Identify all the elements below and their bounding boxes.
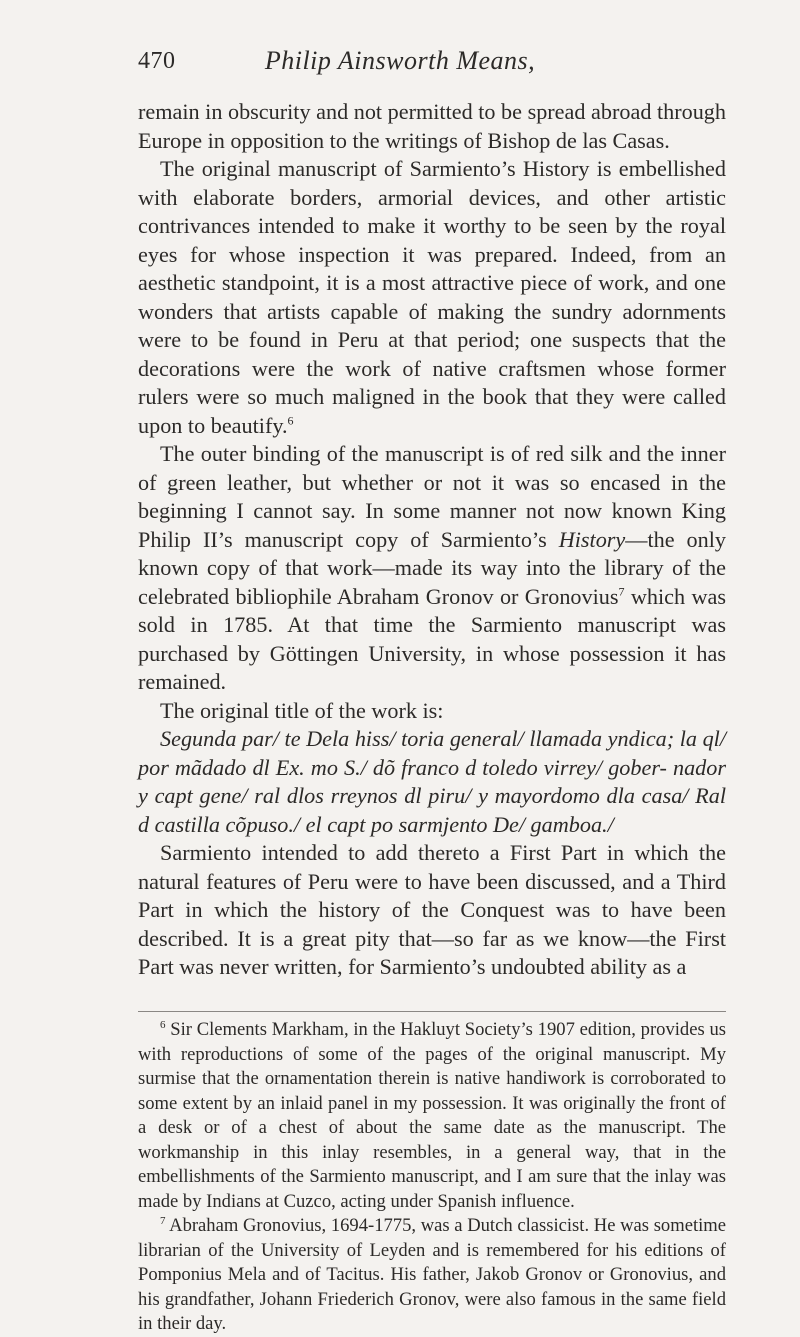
paragraph-2 — [138, 155, 726, 440]
footnote-6 — [138, 1018, 726, 1214]
footnote-6-text: Sir Clements Markham, in the Hakluyt Society’s 1907 edition, provides us with reproductions of some of the pages of the original manuscript. My surmise that the ornamentation therein is native handiwork is corroborated to some extent by an inlaid panel in my possession. It was originally the front of a desk or of a chest of about the same date as the manuscript. The workmanship in this inlay resembles, in a general way, that in the embellishments of the Sarmiento manuscript, and I am sure that the inlay was made by Indians at Cuzco, acting under Spanish influence. — [138, 1019, 726, 1212]
main-text — [138, 98, 726, 982]
manuscript-title: Segunda par/ te Dela hiss/ toria general/ llamada yndica; la ql/ por mãdado dl Ex. mo S./ dõ franco d toledo virrey/ gober- nador y capt gene/ ral dlos rreynos dl piru/ y mayordomo dla casa/ Ral d castilla cõpuso./ el capt po sarmjento De/ gamboa./ — [138, 726, 726, 837]
history-title-italic: History — [558, 526, 626, 552]
footnote-7-text: Abraham Gronovius, 1694-1775, was a Dutch classicist. He was sometime librarian of the University of Leyden and is remembered for his editions of Pomponius Mela and of Tacitus. His father, Jakob Gronov or Gronovius, and his grandfather, Johann Friederich Gronov, were also famous in the same field in their day. — [138, 1215, 726, 1334]
footnote-6-mark: 6 — [160, 1018, 166, 1031]
paragraph-2-text: The original manuscript of Sarmiento’s History is embellished with elaborate borders, armorial devices, and other artistic contrivances intended to make it worthy to be seen by the royal eyes for whose inspection it was prepared. Indeed, from an aesthetic standpoint, it is a most attractive piece of work, and one wonders that artists capable of making the sundry adornments were to be found in Peru at that period; one suspects that the decorations were the work of native craftsmen whose former rulers were so much maligned in the book that they were called upon to beautify. — [138, 156, 726, 438]
footnotes — [138, 1018, 726, 1337]
paragraph-3-after: which was sold in 1785. At that time the Sarmiento manuscript was purchased by Göttingen University, in whose possession it has remained. — [138, 583, 727, 694]
footnote-7-mark: 7 — [160, 1214, 166, 1227]
running-head: Philip Ainsworth Means, — [264, 46, 536, 75]
paragraph-1: remain in obscurity and not permitted to be spread abroad through Europe in opposition to the writings of Bishop de las Casas. — [138, 99, 726, 153]
footnote-divider — [138, 1011, 726, 1012]
paragraph-6: Sarmiento intended to add thereto a First Part in which the natural features of Peru were to have been discussed, and a Third Part in which the history of the Conquest was to have been described. It is a great pity that—so far as we know—the First Part was never written, for Sarmiento’s undoubted ability as a — [138, 840, 726, 979]
paragraph-3-before: The outer binding of the manuscript is of red silk and the inner of green leather, but whether or not it was so encased in the beginning I cannot say. In some manner not now known King Philip II’s manuscript copy of Sarmiento’s — [138, 441, 726, 552]
paragraph-3-middle: —the only known copy of that work—made its way into the library of the celebrated bibliophile Abraham Gronov or Gronovius — [138, 526, 726, 609]
paragraph-4: The original title of the work is: — [160, 697, 444, 723]
footnote-ref-6: 6 — [287, 413, 294, 428]
page-number: 470 — [138, 48, 176, 74]
footnote-ref-7: 7 — [618, 584, 625, 599]
paragraph-3 — [138, 440, 726, 697]
footnote-7 — [138, 1214, 726, 1337]
page-header — [0, 44, 800, 84]
